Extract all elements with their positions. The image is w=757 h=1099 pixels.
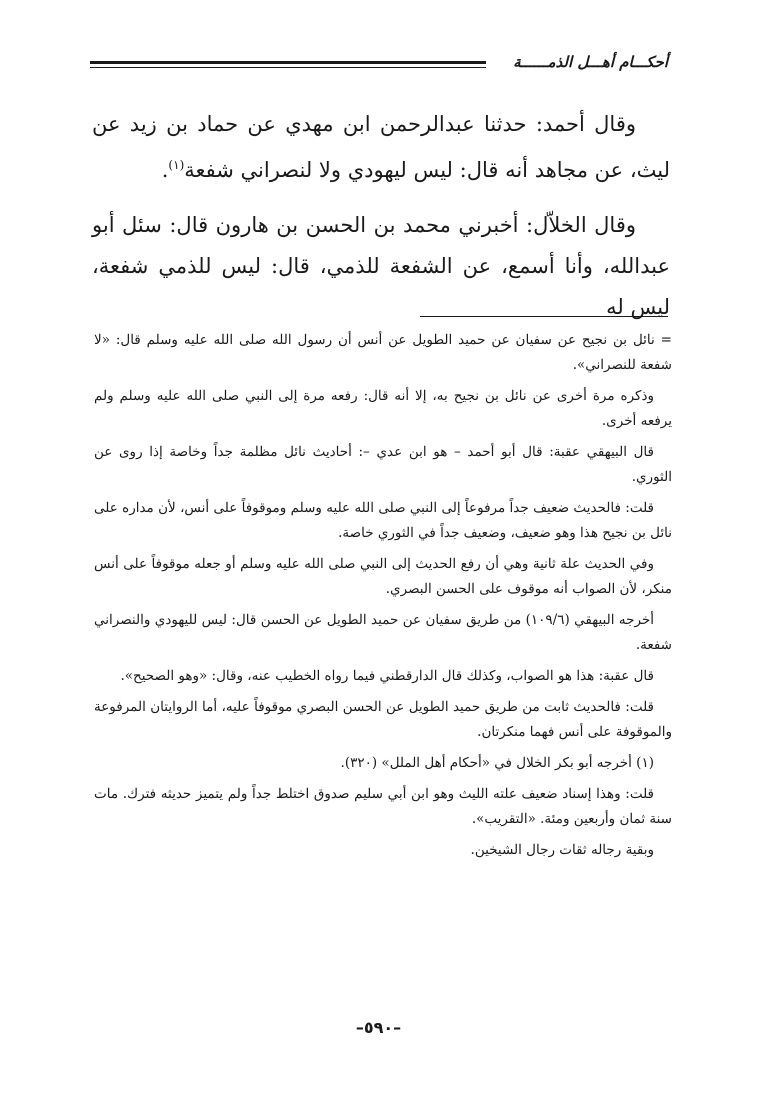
footnotes <box>94 328 672 869</box>
footnote-separator <box>420 316 668 317</box>
footnote-paragraph: قال عقبة: هذا هو الصواب، وكذلك قال الدارقطني فيما رواه الخطيب عنه، وقال: «وهو الصحيح». <box>120 668 654 684</box>
footnote-paragraph: (١) أخرجه أبو بكر الخلال في «أحكام أهل الملل» (٣٢٠). <box>340 755 654 771</box>
footnote-paragraph: قلت: فالحديث ضعيف جداً مرفوعاً إلى النبي صلى الله عليه وسلم وموقوفاً على أنس، لأن مداره على نائل بن نجيح هذا وهو ضعيف، وضعيف جداً في الثوري خاصة. <box>94 500 672 541</box>
footnote-paragraph: قال البيهقي عقبة: قال أبو أحمد – هو ابن عدي –: أحاديث نائل مظلمة جداً وخاصة إذا روى عن الثوري. <box>94 444 672 485</box>
footnote-paragraph: أخرجه البيهقي (١٠٩/٦) من طريق سفيان عن حميد الطويل عن الحسن قال: ليس لليهودي والنصراني شفعة. <box>94 612 672 653</box>
footnote-reference: (١) <box>168 158 185 172</box>
footnote-paragraph: قلت: وهذا إسناد ضعيف علته الليث وهو ابن أبي سليم صدوق اختلط جداً ولم يتميز حديثه فترك. مات سنة ثمان وأربعين ومئة. «التقريب». <box>94 786 672 827</box>
page-number: –٥٩٠– <box>355 1018 402 1037</box>
main-text <box>92 104 670 342</box>
running-header <box>90 52 668 78</box>
paragraph-text: وقال أحمد: حدثنا عبدالرحمن ابن مهدي عن حماد بن زيد عن ليث، عن مجاهد أنه قال: ليس ليهودي ولا لنصراني شفعة <box>92 112 670 182</box>
header-title: أحكـــام أهـــل الذمــــــة <box>513 53 668 71</box>
paragraph-end: . <box>161 158 169 182</box>
main-paragraph <box>92 104 670 191</box>
footnote-paragraph: وفي الحديث علة ثانية وهي أن رفع الحديث إلى النبي صلى الله عليه وسلم أو جعله موقوفاً على أنس منكر، لأن الصواب أنه موقوف على الحسن البصري. <box>94 556 672 597</box>
footnote-paragraph: وذكره مرة أخرى عن نائل بن نجيح به، إلا أنه قال: رفعه مرة إلى النبي صلى الله عليه وسلم ولم يرفعه أخرى. <box>94 388 672 429</box>
footnote-paragraph: وبقية رجاله ثقات رجال الشيخين. <box>470 842 654 858</box>
footnote-paragraph: قلت: فالحديث ثابت من طريق حميد الطويل عن الحسن البصري موقوفاً عليه، أما الروايتان المرفوعة والموقوفة على أنس فهما منكرتان. <box>94 699 672 740</box>
footnote-paragraph: = نائل بن نجيح عن سفيان عن حميد الطويل عن أنس أن رسول الله صلى الله عليه وسلم قال: «لا شفعة للنصراني». <box>94 332 672 373</box>
paragraph-text: وقال الخلاّل: أخبرني محمد بن الحسن بن هارون قال: سئل أبو عبدالله، وأنا أسمع، عن الشفعة للذمي، قال: ليس للذمي شفعة، ليس له <box>92 213 670 319</box>
main-paragraph <box>92 205 670 328</box>
header-rule <box>90 61 486 64</box>
